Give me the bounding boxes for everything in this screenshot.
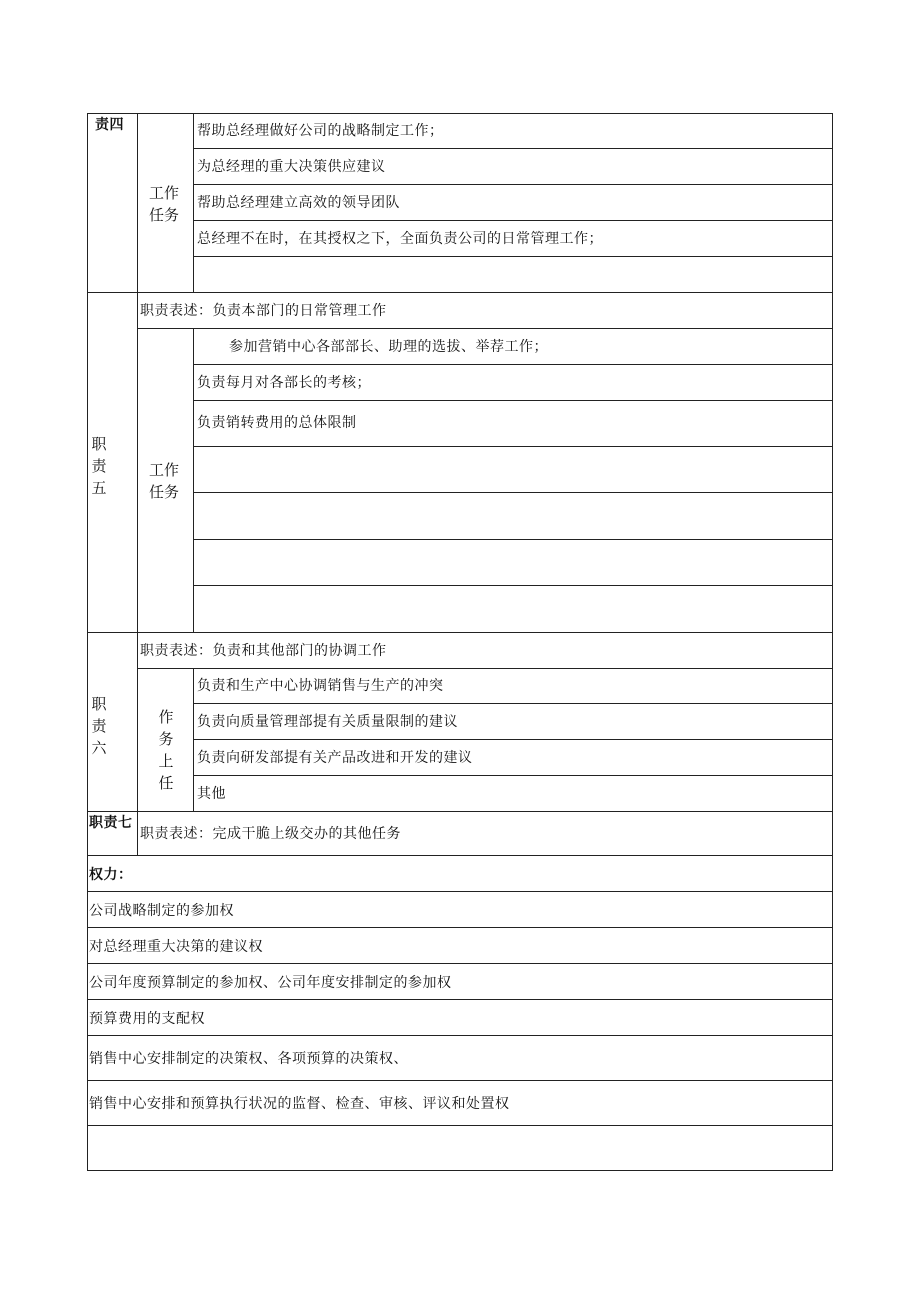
section7-statement: 职责表述：完成干脆上级交办的其他任务 bbox=[140, 826, 401, 842]
row-line bbox=[87, 891, 833, 892]
row-line bbox=[193, 364, 833, 365]
section5-statement: 职责表述：负责本部门的日常管理工作 bbox=[140, 303, 387, 319]
power-item: 预算费用的支配权 bbox=[89, 1011, 205, 1027]
powers-title: 权力： bbox=[89, 867, 133, 883]
section4-task: 帮助总经理做好公司的战略制定工作； bbox=[197, 123, 444, 139]
row-line bbox=[193, 446, 833, 447]
row-line bbox=[193, 492, 833, 493]
section5-sub-label: 工作任务 bbox=[148, 461, 179, 501]
row-line bbox=[193, 739, 833, 740]
section-line bbox=[87, 292, 833, 293]
section6-task: 负责向质量管理部提有关质量限制的建议 bbox=[197, 714, 458, 730]
power-item: 销售中心安排和预算执行状况的监督、检查、审核、评议和处置权 bbox=[89, 1096, 510, 1112]
divider-col2-s4 bbox=[193, 113, 194, 292]
row-line bbox=[87, 999, 833, 1000]
row-line bbox=[193, 220, 833, 221]
row-line bbox=[137, 668, 833, 669]
section6-task: 负责向研发部提有关产品改进和开发的建议 bbox=[197, 750, 473, 766]
section4-task: 帮助总经理建立高效的领导团队 bbox=[197, 195, 400, 211]
divider-col2-s5 bbox=[193, 328, 194, 632]
row-line bbox=[193, 184, 833, 185]
section4-task: 为总经理的重大决策供应建议 bbox=[197, 159, 386, 175]
section5-task: 负责每月对各部长的考核； bbox=[197, 375, 371, 391]
row-line bbox=[87, 1035, 833, 1036]
section5-task: 负责销转费用的总体限制 bbox=[197, 415, 357, 431]
row-line bbox=[193, 148, 833, 149]
row-line bbox=[87, 963, 833, 964]
section6-task: 其他 bbox=[197, 786, 226, 802]
row-line bbox=[193, 256, 833, 257]
power-item: 对总经理重大决第的建议权 bbox=[89, 939, 263, 955]
section6-task: 负责和生产中心协调销售与生产的冲突 bbox=[197, 678, 444, 694]
power-item: 销售中心安排制定的决策权、各项预算的决策权、 bbox=[89, 1051, 408, 1067]
row-line bbox=[193, 539, 833, 540]
row-line bbox=[193, 775, 833, 776]
section6-label: 职责六 bbox=[91, 695, 107, 757]
section6-sub-label: 作务上任 bbox=[158, 708, 174, 792]
row-line bbox=[137, 328, 833, 329]
row-line bbox=[87, 927, 833, 928]
section5-task: 参加营销中心各部部长、助理的选拔、举荐工作； bbox=[229, 339, 548, 355]
section5-label: 职责五 bbox=[91, 435, 107, 497]
section-line bbox=[87, 811, 833, 812]
row-line bbox=[193, 585, 833, 586]
row-line bbox=[87, 1125, 833, 1126]
row-line bbox=[193, 703, 833, 704]
row-line bbox=[193, 400, 833, 401]
section-line bbox=[87, 632, 833, 633]
divider-col1 bbox=[137, 113, 138, 855]
row-line bbox=[87, 1080, 833, 1081]
section4-task: 总经理不在时，在其授权之下，全面负责公司的日常管理工作； bbox=[197, 231, 603, 247]
section7-label: 职责七 bbox=[89, 815, 133, 831]
section6-statement: 职责表述：负责和其他部门的协调工作 bbox=[140, 643, 387, 659]
power-item: 公司年度预算制定的参加权、公司年度安排制定的参加权 bbox=[89, 975, 452, 991]
power-item: 公司战略制定的参加权 bbox=[89, 903, 234, 919]
section4-label: 责四 bbox=[95, 117, 124, 133]
section-line bbox=[87, 855, 833, 856]
section4-sub-label: 工作任务 bbox=[148, 184, 179, 224]
